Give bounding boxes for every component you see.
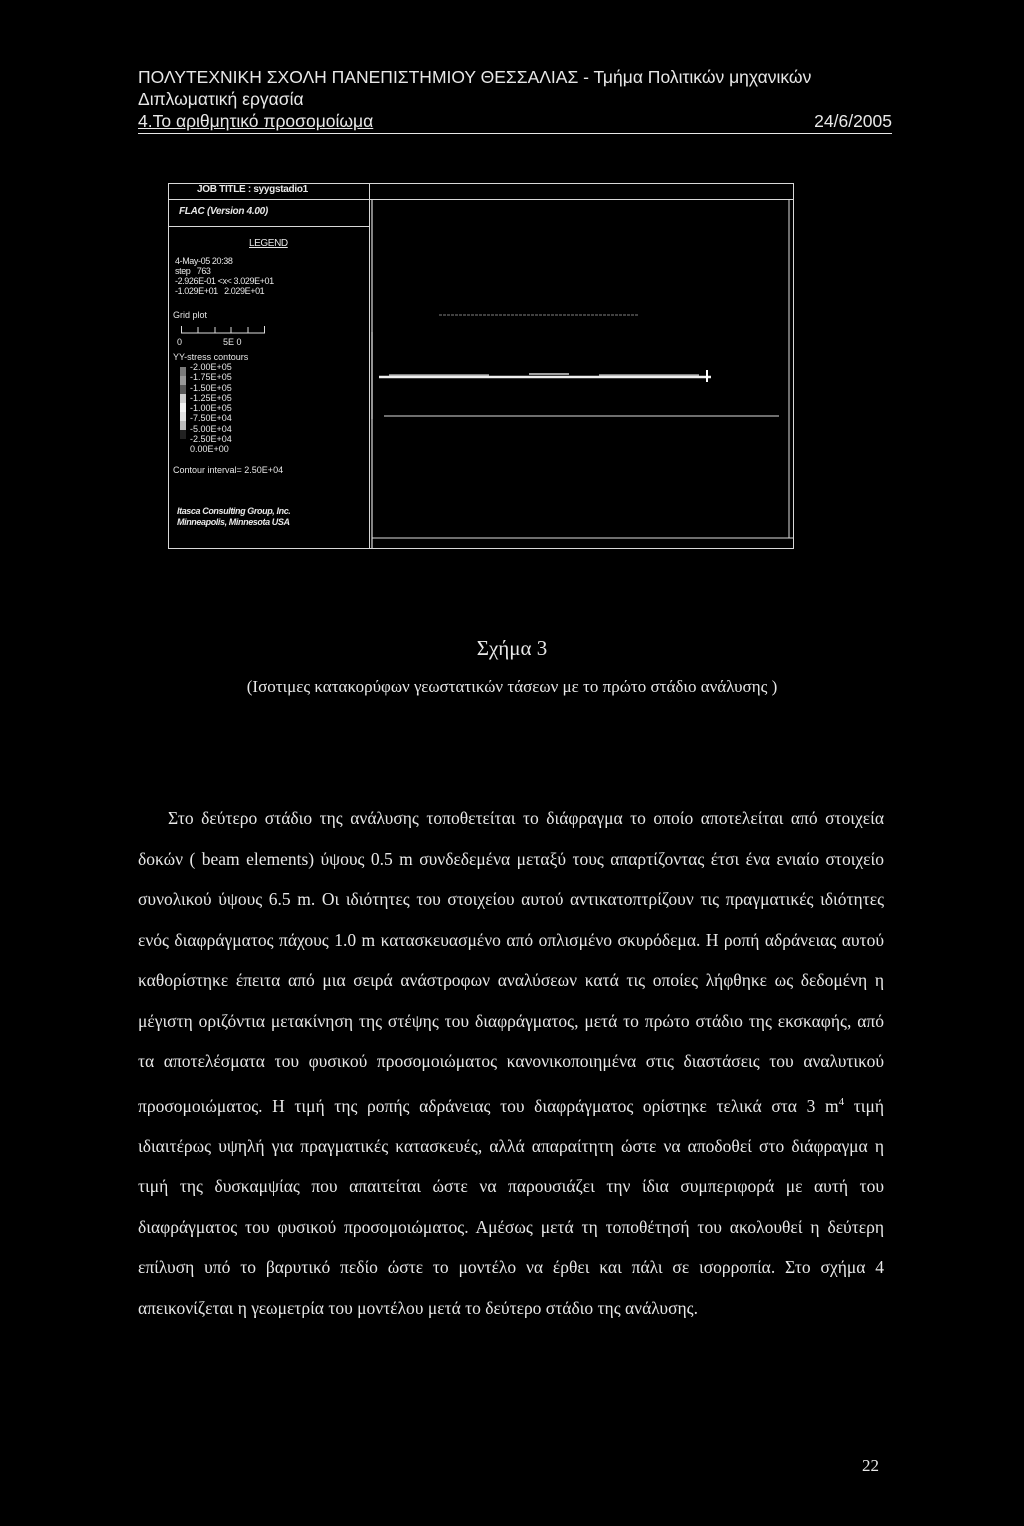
contour-value: 0.00E+00: [190, 444, 229, 455]
plot-info-line: -1.029E+01 2.029E+01: [175, 286, 265, 296]
header-section: 4.Το αριθμητικό προσομοίωμα: [138, 111, 374, 131]
figure-title: Σχήμα 3: [476, 636, 548, 660]
contour-value: -2.50E+04: [190, 434, 232, 445]
plot-contour-values: [190, 362, 232, 455]
body-paragraph-part-b: τιμή ιδιαιτέρως υψηλή για πραγματικές κατασκευές, αλλά απαραίτητη ώστε να αποδοθεί στο διάφραγμα η τιμή της δυσκαμψίας που απαιτείται ώστε να παρουσιάζει την ίδια συμπεριφορά με αυτή του διαφράγματος του φυσικού προσομοιώματος. Αμέσως μετά τη τοποθέτησή του ακολουθεί η δεύτερη επίλυση υπό το βαρυτικό πεδίο ώστε το μοντέλο να έρθει και πάλι σε ισορροπία. Στο σχήμα 4 απεικονίζεται η γεωμετρία του μοντέλου μετά το δεύτερο στάδιο της ανάλυσης.: [138, 1095, 884, 1318]
contour-value: -1.75E+05: [190, 372, 232, 383]
plot-info-line: -2.926E-01 <x< 3.029E+01: [175, 276, 274, 286]
figure-caption: (Ισοτιμες κατακορύφων γεωστατικών τάσεων με το πρώτο στάδιο ανάλυσης ): [246, 677, 778, 696]
colorbar-swatch: [180, 376, 186, 385]
contour-value: -1.00E+05: [190, 403, 232, 414]
plot-info-line: 4-May-05 20:38: [175, 256, 233, 266]
plot-run-info: [175, 256, 274, 296]
plot-model-area: [369, 199, 793, 548]
plot-credit-location: Minneapolis, Minnesota USA: [177, 517, 290, 527]
body-paragraph-part-a: Στο δεύτερο στάδιο της ανάλυσης τοποθετείται το διάφραγμα το οποίο αποτελείται από στοιχεία δοκών ( beam elements) ύψους 0.5 m συνδεδεμένα μεταξύ τους απαρτίζοντας έτσι ένα ενιαίο στοιχείο συνολικού ύψους 6.5 m. Οι ιδιότητες του στοιχείου αυτού αντικατοπτρίζουν τις πραγματικές ιδιότητες ενός διαφράγματος πάχους 1.0 m κατασκευασμένο από οπλισμένο σκυρόδεμα. Η ροπή αδράνειας αυτού καθορίστηκε έπειτα από μια σειρά ανάστροφων αναλύσεων κατά τις οποίες λήφθηκε ως δεδομένη η μέγιστη οριζόντια μετακίνηση της στέψης του διαφράγματος, μετά το πρώτο στάδιο της εκσκαφής, από τα αποτελέσματα του φυσικού προσομοιώματος κανονικοποιημένα στις διαστάσεις του αναλυτικού προσομοιώματος. Η τιμή της ροπής αδράνειας του διαφράγματος ορίστηκε τελικά στα 3 m: [138, 808, 884, 1116]
plot-credit-company: Itasca Consulting Group, Inc.: [177, 506, 291, 516]
flac-plot: [168, 183, 794, 549]
plot-info-line: step 763: [175, 266, 211, 276]
body-paragraph: [138, 798, 884, 1328]
plot-grid-label: Grid plot: [173, 310, 208, 320]
scale-min-label: 0: [177, 337, 183, 347]
plot-scale-bar: [181, 324, 265, 334]
contour-value: -1.25E+05: [190, 392, 232, 403]
body-text: [138, 798, 884, 1328]
header-date: 24/6/2005: [814, 111, 892, 131]
body-superscript: 4: [838, 1095, 845, 1108]
page-number: 22: [862, 1456, 879, 1475]
colorbar-swatch: [180, 403, 186, 412]
plot-contour-interval: Contour interval= 2.50E+04: [173, 465, 284, 475]
colorbar-swatch: [180, 367, 186, 376]
colorbar-swatch: [180, 430, 186, 439]
plot-program-divider: [169, 226, 369, 227]
plot-contours-label: YY-stress contours: [173, 352, 249, 362]
plot-credits: [177, 506, 290, 528]
plot-program: FLAC (Version 4.00): [179, 206, 268, 217]
contour-value: -1.50E+05: [190, 382, 232, 393]
contour-value: -5.00E+04: [190, 423, 232, 434]
contour-value: -7.50E+04: [190, 413, 232, 424]
scale-max-label: 5E 0: [223, 337, 242, 347]
colorbar-swatch: [180, 412, 186, 421]
colorbar-swatch: [180, 421, 186, 430]
plot-legend-label: LEGEND: [249, 238, 288, 249]
model-drawing: [369, 199, 793, 548]
plot-legend-panel: [169, 184, 370, 548]
header-section-row: [138, 110, 892, 134]
colorbar-swatch: [180, 385, 186, 394]
contour-value: -2.00E+05: [190, 362, 232, 372]
plot-job-title: JOB TITLE : syygstadio1: [197, 184, 308, 195]
page-header: [138, 66, 892, 134]
header-thesis: Διπλωματική εργασία: [138, 89, 304, 109]
header-institution: ΠΟΛΥΤΕΧΝΙΚΗ ΣΧΟΛΗ ΠΑΝΕΠΙΣΤΗΜΙΟΥ ΘΕΣΣΑΛΙΑΣ - Τμήμα Πολιτικών μηχανικών: [138, 67, 812, 87]
plot-colorbar: [180, 367, 186, 439]
colorbar-swatch: [180, 394, 186, 403]
